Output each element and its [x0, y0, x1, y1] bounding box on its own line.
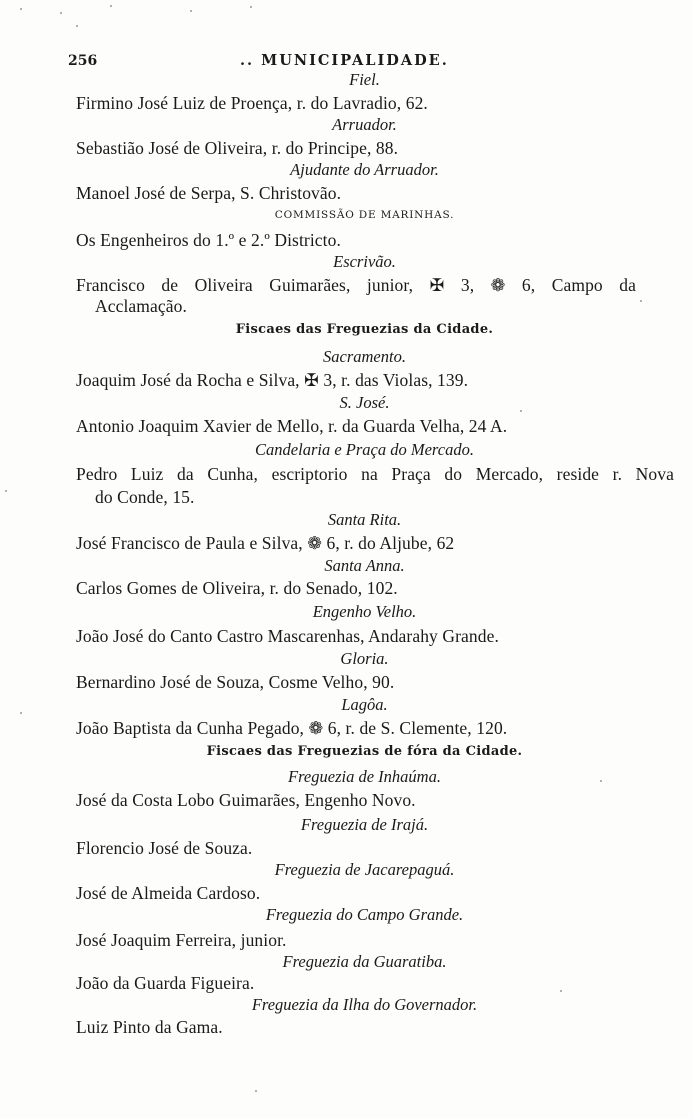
scan-speck — [640, 300, 642, 302]
entry-line: Sebastião José de Oliveira, r. do Principe, 88. — [76, 138, 399, 158]
role-heading: Freguezia de Irajá. — [300, 815, 429, 834]
scan-speck — [560, 990, 562, 992]
scan-speck — [600, 780, 602, 782]
role-heading: Gloria. — [340, 649, 389, 668]
scan-speck — [190, 10, 192, 12]
role-heading: Freguezia da Ilha do Governador. — [251, 995, 478, 1014]
entry-line: José de Almeida Cardoso. — [76, 883, 261, 903]
scan-speck — [5, 490, 7, 492]
running-title: .. MUNICIPALIDADE. — [240, 52, 449, 69]
role-heading: Santa Rita. — [327, 510, 402, 529]
entry-line: Luiz Pinto da Gama. — [76, 1017, 223, 1037]
scan-speck — [20, 712, 22, 714]
role-heading: Engenho Velho. — [312, 602, 417, 621]
role-heading: Escrivão. — [333, 252, 396, 271]
scan-speck — [110, 5, 112, 7]
role-heading: Sacramento. — [323, 347, 406, 366]
section-heading: Fiscaes das Freguezias da Cidade. — [235, 322, 494, 337]
entry-line: José Joaquim Ferreira, junior. — [76, 930, 287, 950]
entry-line: Joaquim José da Rocha e Silva, ✠ 3, r. das Violas, 139. — [76, 370, 469, 390]
entry-line: Florencio José de Souza. — [76, 838, 253, 858]
entry-line: Francisco de Oliveira Guimarães, junior, ✠ 3, ❁ 6, Campo da — [76, 275, 636, 295]
entry-line: do Conde, 15. — [95, 487, 195, 507]
page-number: 256 — [68, 53, 98, 69]
entry-line: Carlos Gomes de Oliveira, r. do Senado, 102. — [76, 578, 398, 598]
entry-line: João Baptista da Cunha Pegado, ❁ 6, r. de S. Clemente, 120. — [76, 718, 508, 738]
entry-line: Pedro Luiz da Cunha, escriptorio na Praça do Mercado, reside r. Nova — [76, 464, 674, 484]
scan-speck — [76, 25, 78, 27]
role-heading: Candelaria e Praça do Mercado. — [255, 440, 474, 459]
role-heading: Lagôa. — [341, 695, 388, 714]
section-heading: Fiscaes das Freguezias de fóra da Cidade. — [206, 744, 523, 759]
role-heading: Santa Anna. — [324, 556, 405, 575]
scan-speck — [520, 410, 522, 412]
role-heading: Freguezia da Guaratiba. — [282, 952, 447, 971]
role-heading: S. José. — [339, 393, 390, 412]
scan-speck — [20, 8, 22, 10]
entry-line: José da Costa Lobo Guimarães, Engenho Novo. — [76, 790, 416, 810]
scan-speck — [250, 6, 252, 8]
entry-line: Bernardino José de Souza, Cosme Velho, 90. — [76, 672, 395, 692]
role-heading: Freguezia de Inhaúma. — [288, 767, 441, 786]
entry-line: Antonio Joaquim Xavier de Mello, r. da Guarda Velha, 24 A. — [76, 416, 508, 436]
entry-line: Acclamação. — [95, 296, 187, 316]
role-heading: Freguezia de Jacarepaguá. — [274, 860, 455, 879]
entry-line: Manoel José de Serpa, S. Christovão. — [76, 183, 342, 203]
role-heading: Ajudante do Arruador. — [290, 160, 439, 179]
role-heading: Freguezia do Campo Grande. — [265, 905, 464, 924]
role-heading: Fiel. — [349, 70, 380, 89]
entry-line: João José do Canto Castro Mascarenhas, Andarahy Grande. — [76, 626, 499, 646]
entry-line: João da Guarda Figueira. — [76, 973, 255, 993]
entry-line: Firmino José Luiz de Proença, r. do Lavradio, 62. — [76, 93, 428, 113]
role-heading: Arruador. — [332, 115, 397, 134]
section-heading: COMMISSÃO DE MARINHAS. — [274, 209, 455, 221]
scan-speck — [255, 1090, 257, 1092]
scan-speck — [60, 12, 62, 14]
entry-line: Os Engenheiros do 1.º e 2.º Districto. — [76, 230, 341, 250]
entry-line: José Francisco de Paula e Silva, ❁ 6, r. do Aljube, 62 — [76, 533, 455, 553]
